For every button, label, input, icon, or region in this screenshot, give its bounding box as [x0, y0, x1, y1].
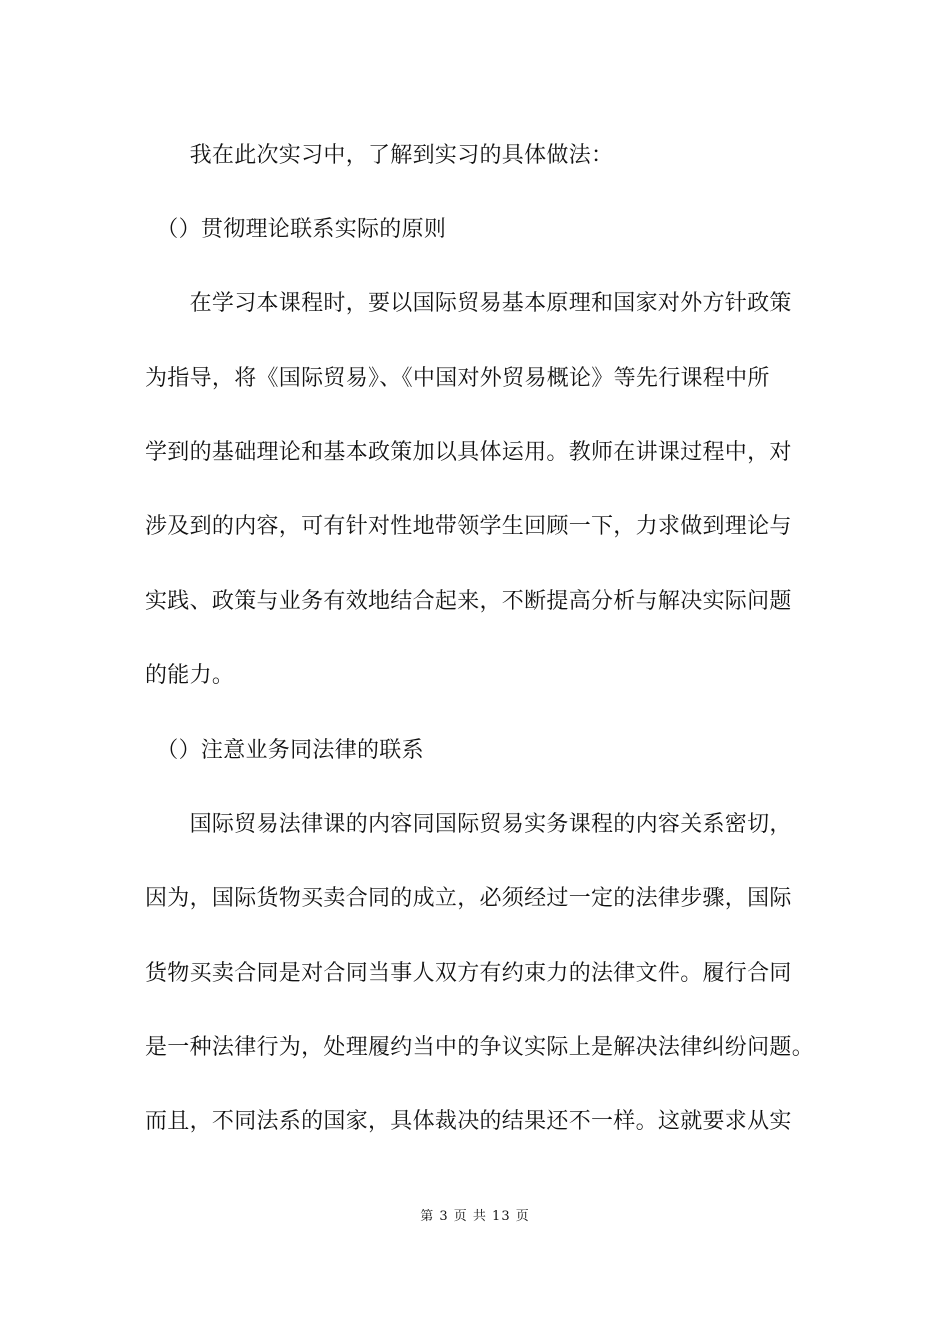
paragraph-line: 我在此次实习中，了解到实习的具体做法： [145, 143, 614, 168]
paragraph-line: 学到的基础理论和基本政策加以具体运用。教师在讲课过程中，对 [145, 440, 792, 465]
section-heading: （）注意业务同法律的联系 [145, 738, 424, 763]
section-heading: （）贯彻理论联系实际的原则 [145, 217, 447, 242]
paragraph-line: 而且，不同法系的国家，具体裁决的结果还不一样。这就要求从实 [145, 1109, 792, 1134]
paragraph-line: 涉及到的内容，可有针对性地带领学生回顾一下，力求做到理论与 [145, 514, 792, 539]
paragraph-line: 的能力。 [145, 663, 235, 688]
paragraph-line: 在学习本课程时，要以国际贸易基本原理和国家对外方针政策 [145, 291, 792, 316]
paragraph-line: 实践、政策与业务有效地结合起来，不断提高分析与解决实际问题 [145, 589, 792, 614]
paragraph-line: 货物买卖合同是对合同当事人双方有约束力的法律文件。履行合同 [145, 961, 792, 986]
paragraph-line: 为指导，将《国际贸易》、《中国对外贸易概论》等先行课程中所 [145, 366, 770, 391]
paragraph-line: 国际贸易法律课的内容同国际贸易实务课程的内容关系密切， [145, 812, 792, 837]
paragraph-line: 是一种法律行为，处理履约当中的争议实际上是解决法律纠纷问题。 [145, 1035, 815, 1060]
paragraph-line: 因为，国际货物买卖合同的成立，必须经过一定的法律步骤，国际 [145, 886, 792, 911]
page-number-footer: 第 3 页 共 13 页 [420, 1209, 530, 1224]
